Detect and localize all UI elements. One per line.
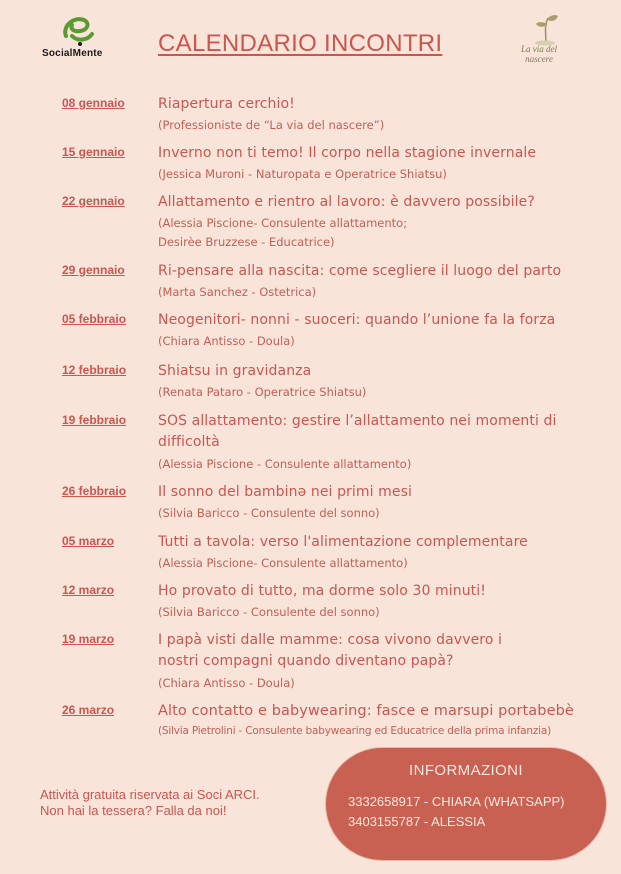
membership-note-line1: Attività gratuita riservata ai Soci ARCI.: [40, 787, 260, 802]
event-date: 29 gennaio: [62, 263, 125, 277]
event-title: Riapertura cerchio!: [158, 96, 295, 112]
event-date: 05 febbraio: [62, 312, 127, 326]
la-via-del-nascere-logo: [512, 12, 572, 67]
contact-chiara: 3332658917 - CHIARA (WHATSAPP): [348, 794, 565, 809]
event-date: 15 gennaio: [62, 145, 125, 159]
event-speaker: (Marta Sanchez - Ostetrica): [158, 285, 317, 299]
event-title: Allattamento e rientro al lavoro: è davvero possibile?: [158, 194, 535, 210]
event-date: 05 marzo: [62, 534, 115, 548]
event-speaker: (Alessia Piscione - Consulente allattamento): [158, 457, 412, 471]
event-date: 12 marzo: [62, 583, 115, 597]
contact-alessia: 3403155787 - ALESSIA: [348, 814, 486, 829]
event-title: Inverno non ti temo! Il corpo nella stagione invernale: [158, 145, 537, 161]
event-speaker: (Chiara Antisso - Doula): [158, 334, 295, 348]
event-date: 19 marzo: [62, 632, 115, 646]
event-title: Il sonno del bambinə nei primi mesi: [158, 484, 413, 500]
membership-note-line2: Non hai la tessera? Falla da noi!: [40, 803, 227, 818]
event-title: Alto contatto e babywearing: fasce e marsupi portabebè: [158, 703, 574, 719]
event-date: 22 gennaio: [62, 194, 125, 208]
event-speaker: (Alessia Piscione- Consulente allattamento): [158, 556, 408, 570]
socialmente-logo-text: SocialMente: [42, 48, 103, 59]
event-speaker: (Silvia Pietrolini - Consulente babywearing ed Educatrice della prima infanzia): [158, 725, 552, 737]
event-date: 26 febbraio: [62, 484, 127, 498]
event-speaker: (Renata Pataro - Operatrice Shiatsu): [158, 385, 367, 399]
event-speaker: (Chiara Antisso - Doula): [158, 676, 295, 690]
event-date: 12 febbraio: [62, 363, 127, 377]
socialmente-logo-icon: [60, 14, 96, 48]
event-title: I papà visti dalle mamme: cosa vivono davvero i nostri compagni quando diventano papà?: [158, 632, 503, 669]
event-speaker: (Professioniste de “La via del nascere”): [158, 118, 385, 132]
page-title: CALENDARIO INCONTRI: [158, 30, 443, 57]
event-title: SOS allattamento: gestire l’allattamento nei momenti di difficoltà: [158, 413, 557, 450]
event-title: Tutti a tavola: verso l'alimentazione complementare: [158, 534, 528, 550]
event-date: 08 gennaio: [62, 96, 125, 110]
sprout-icon: [532, 12, 560, 46]
event-title: Shiatsu in gravidanza: [158, 363, 312, 379]
event-title: Ho provato di tutto, ma dorme solo 30 minuti!: [158, 583, 486, 599]
event-speaker: (Jessica Muroni - Naturopata e Operatrice Shiatsu): [158, 167, 447, 181]
event-speaker: (Alessia Piscione- Consulente allattamento; Desirèe Bruzzese - Educatrice): [158, 216, 408, 249]
la-via-del-nascere-text: La via del nascere: [521, 44, 557, 64]
event-title: Neogenitori- nonni - suoceri: quando l’unione fa la forza: [158, 312, 556, 328]
membership-note: [40, 787, 320, 819]
event-title: Ri-pensare alla nascita: come scegliere il luogo del parto: [158, 263, 562, 279]
event-date: 19 febbraio: [62, 413, 127, 427]
event-date: 26 marzo: [62, 703, 115, 717]
info-box: [326, 748, 606, 860]
socialmente-logo: [40, 14, 120, 62]
event-speaker: (Silvia Baricco - Consulente del sonno): [158, 506, 380, 520]
event-speaker: (Silvia Baricco - Consulente del sonno): [158, 605, 380, 619]
info-title: INFORMAZIONI: [409, 762, 523, 779]
